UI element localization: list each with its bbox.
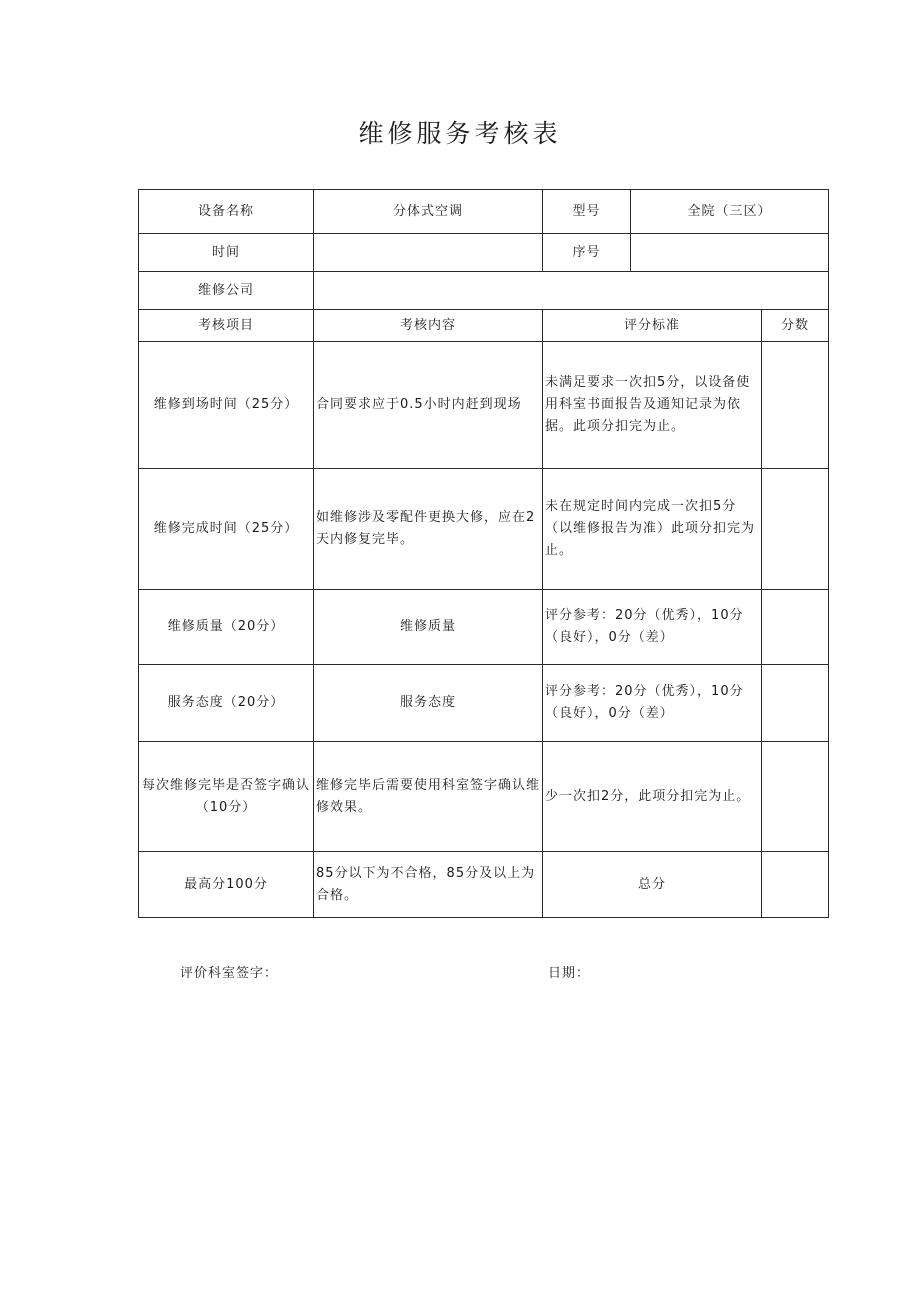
row-standard: 评分参考：20分（优秀），10分（良好），0分（差）: [543, 590, 762, 665]
model-value: 全院（三区）: [631, 190, 829, 234]
row-standard: 未满足要求一次扣5分，以设备使用科室书面报告及通知记录为依据。此项分扣完为止。: [543, 342, 762, 469]
device-row: [139, 190, 829, 234]
row-item: 维修完成时间（25分）: [139, 469, 314, 590]
company-label: 维修公司: [139, 272, 314, 310]
device-name-label: 设备名称: [139, 190, 314, 234]
signature-label: 评价科室签字：: [180, 966, 279, 981]
model-label: 型号: [543, 190, 631, 234]
row-content: 维修完毕后需要使用科室签字确认维修效果。: [314, 742, 543, 852]
row-standard: 未在规定时间内完成一次扣5分（以维修报告为准）此项分扣完为止。: [543, 469, 762, 590]
row-score-field[interactable]: [762, 742, 829, 852]
table-row: [139, 342, 829, 469]
date-label: 日期：: [548, 966, 591, 981]
time-label: 时间: [139, 234, 314, 272]
column-header-item: 考核项目: [139, 310, 314, 342]
column-header-standard: 评分标准: [543, 310, 762, 342]
time-row: [139, 234, 829, 272]
table-row: [139, 665, 829, 742]
row-item: 服务态度（20分）: [139, 665, 314, 742]
company-value-field[interactable]: [314, 272, 829, 310]
serial-label: 序号: [543, 234, 631, 272]
column-header-content: 考核内容: [314, 310, 543, 342]
column-header-row: [139, 310, 829, 342]
row-item: 每次维修完毕是否签字确认（10分）: [139, 742, 314, 852]
row-score-field[interactable]: [762, 342, 829, 469]
table-row: [139, 742, 829, 852]
max-score-label: 最高分100分: [139, 852, 314, 918]
device-name-value: 分体式空调: [314, 190, 543, 234]
row-item: 维修到场时间（25分）: [139, 342, 314, 469]
row-content: 如维修涉及零配件更换大修，应在2天内修复完毕。: [314, 469, 543, 590]
table-row: [139, 590, 829, 665]
total-score-label: 总分: [543, 852, 762, 918]
row-content: 维修质量: [314, 590, 543, 665]
row-score-field[interactable]: [762, 469, 829, 590]
row-score-field[interactable]: [762, 590, 829, 665]
summary-row: [139, 852, 829, 918]
row-standard: 评分参考：20分（优秀），10分（良好），0分（差）: [543, 665, 762, 742]
serial-value-field[interactable]: [631, 234, 829, 272]
row-item: 维修质量（20分）: [139, 590, 314, 665]
row-content: 服务态度: [314, 665, 543, 742]
row-score-field[interactable]: [762, 665, 829, 742]
table-row: [139, 469, 829, 590]
column-header-score: 分数: [762, 310, 829, 342]
time-value-field[interactable]: [314, 234, 543, 272]
company-row: [139, 272, 829, 310]
total-score-field[interactable]: [762, 852, 829, 918]
row-standard: 少一次扣2分，此项分扣完为止。: [543, 742, 762, 852]
pass-rule: 85分以下为不合格，85分及以上为合格。: [314, 852, 543, 918]
row-content: 合同要求应于0.5小时内赶到现场: [314, 342, 543, 469]
page-title: 维修服务考核表: [358, 119, 562, 148]
evaluation-table: [138, 189, 829, 918]
